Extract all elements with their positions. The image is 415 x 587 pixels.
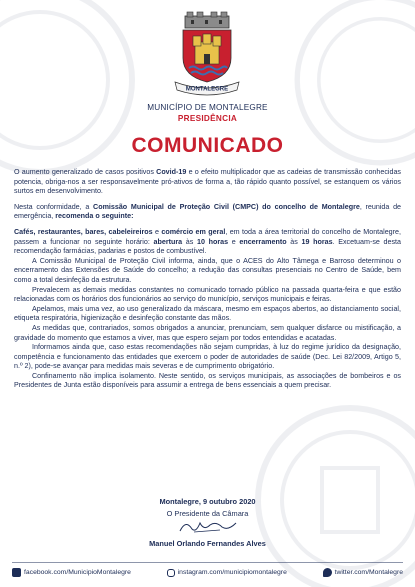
paragraph-7: As medidas que, contrariados, somos obrigados a anunciar, prenunciam, sem qualquer disfarce ou mistificação, a gravidade do momento que estamos a viver, mas que espero sejam por todos entendidas e acatadas. xyxy=(14,323,401,342)
signatory-role: O Presidente da Câmara xyxy=(166,509,249,518)
place-date: Montalegre, 9 outubro 2020 xyxy=(159,497,256,506)
instagram-link[interactable] xyxy=(167,568,287,577)
municipality-name: MUNICÍPIO DE MONTALEGRE xyxy=(147,103,268,112)
paragraph-8: Informamos ainda que, caso estas recomendações não sejam cumpridas, à luz do regime jurídico da designação, competência e funcionamento das entidades que exercem o poder de autoridades de saúde (Dec. Lei 82/2009, Artigo 5, n.º 2), pode-se avançar para medidas mais severas e de cumprimento obrigatório. xyxy=(14,343,401,371)
twitter-link[interactable] xyxy=(323,568,403,577)
paragraph-3: Cafés, restaurantes, bares, cabeleireiros e comércio em geral, em toda a área territorial do concelho de Montalegre, passem a funcionar no seguinte horário: abertura às 10 horas e encerramento às 19 horas. Excetuam-se desta recomendação farmácias, padarias e postos de combustível. xyxy=(14,227,402,256)
page-title: COMUNICADO xyxy=(131,134,284,157)
instagram-icon xyxy=(167,569,175,577)
facebook-icon xyxy=(12,568,21,577)
paragraph-4: A Comissão Municipal de Proteção Civil informa, ainda, que o ACES do Alto Tâmega e Barroso determinou o encerramento das Extensões de Saúde do concelho; a redução das consultas presenciais no Centro de Saúde, bem como a total desinfeção da estrutura. xyxy=(14,256,401,284)
paragraph-9: Confinamento não implica isolamento. Neste sentido, os serviços municipais, as associações de bombeiros e os Presidentes de Junta estão disponíveis para assumir a entrega de bens essenciais a quem precisar. xyxy=(14,371,401,390)
twitter-label: twitter.com/Montalegre xyxy=(334,569,403,576)
crest-ribbon-label: MONTALEGRE xyxy=(185,86,229,93)
paragraph-6: Apelamos, mais uma vez, ao uso generalizado da máscara, mesmo em espaços abertos, ao distanciamento social, etiqueta respiratória, higienização e desinfeção constante das mãos. xyxy=(14,304,401,323)
paragraph-1: O aumento generalizado de casos positivos Covid-19 e o efeito multiplicador que as cadeias de transmissão conhecidas potencia, obriga-nos a ser responsavelmente pró-ativos de forma a, tão rápido quanto possível, se estanquem os vários surtos em desenvolvimento. xyxy=(14,168,401,196)
handwritten-signature-icon xyxy=(176,517,240,535)
instagram-label: instagram.com/municipiomontalegre xyxy=(177,569,287,576)
paragraph-5: Prevalecem as demais medidas constantes no comunicado tornado público na passada quarta-feira e que estão relacionadas com os horários dos funcionários ao serviço do município, serviços municipais e feiras. xyxy=(14,285,401,304)
social-footer xyxy=(0,562,415,587)
department-name: PRESIDÊNCIA xyxy=(177,114,238,123)
footer-divider xyxy=(12,562,403,563)
facebook-label: facebook.com/MunicipioMontalegre xyxy=(24,569,131,576)
communique-body xyxy=(14,168,401,391)
twitter-icon xyxy=(323,568,332,577)
paragraph-2: Nesta conformidade, a Comissão Municipal de Proteção Civil (CMPC) do concelho de Montalegre, reunida de emergência, recomenda o seguinte: xyxy=(14,202,402,221)
facebook-link[interactable] xyxy=(12,568,131,577)
montalegre-crest-icon xyxy=(171,10,243,96)
watermark-seal-icon xyxy=(250,400,415,587)
signatory-name: Manuel Orlando Fernandes Alves xyxy=(149,539,266,548)
